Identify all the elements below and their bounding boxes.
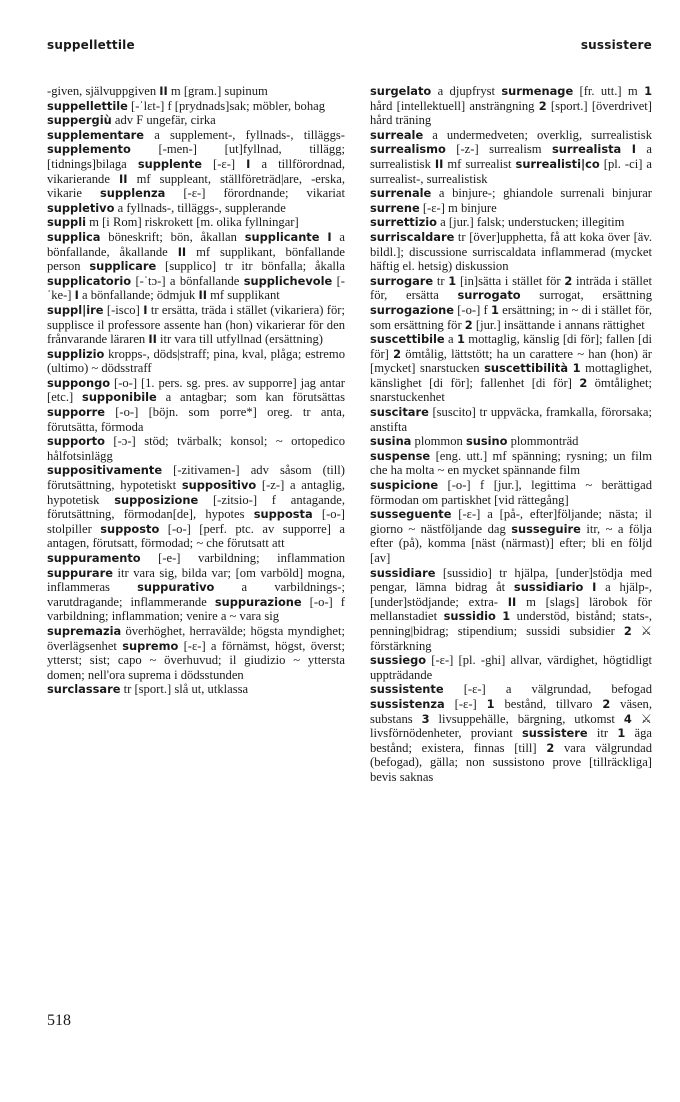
entry-text: äga bestånd; existera, finnas [till] <box>370 726 652 755</box>
entry-headword: supremazia <box>47 623 122 638</box>
entry-headword: susseguire <box>511 521 581 536</box>
entry-headword: suppl|ire <box>47 302 104 317</box>
entry-text: m [gram.] supinum <box>167 84 268 98</box>
entry-text: tr ersätta, träda i stället (vikariera) för; supplisce il professore assente han (hon) vikarierar för den frånvarande läraren <box>47 302 345 347</box>
entry-headword: surmenage <box>501 84 574 98</box>
entry-headword: I <box>631 142 636 157</box>
entry-text: itr <box>587 726 618 741</box>
entry-text: ömtålig, lättstött; ha un carattere ~ han (hon) är [mycket] snarstucken <box>370 346 652 376</box>
entry-text: ⚔ livsförnödenheter, proviant <box>370 711 652 741</box>
entry-text: a undermedveten; overklig, surrealistisk <box>423 127 652 142</box>
entry-text: a bönfallande, åkallande <box>47 229 345 259</box>
entry-text: a varbildnings-; varutdragande; inflammerande <box>47 580 345 609</box>
entry-text: livsuppehälle, bärgning, utkomst <box>429 711 624 726</box>
entry-headword: I <box>246 156 251 171</box>
entry-headword: 3 <box>421 711 430 726</box>
entry-text: tr [sport.] slå ut, utklassa <box>120 682 249 697</box>
entry-headword: I <box>592 580 597 595</box>
entry-text: a fyllnads-, tilläggs-, supplerande <box>114 200 286 215</box>
entry-text: kropps-, döds|straff; pina, kval, plåga; estremo (ultimo) ~ dödsstraff <box>47 346 345 376</box>
entry-text: [-o-] f <box>453 302 491 317</box>
entry-headword: II <box>119 171 128 186</box>
entry-text: plommon <box>411 434 466 449</box>
dictionary-entry <box>47 463 345 551</box>
entry-headword: 2 <box>602 696 611 711</box>
entry-headword: supplenza <box>100 186 166 201</box>
entry-text: [-zitivamen-] adv såsom (till) förutsättning, hypotetiskt <box>47 463 345 493</box>
dictionary-entry <box>47 624 345 682</box>
entry-text: a hjälp-, [under]stödjande; extra- <box>370 580 652 609</box>
entry-headword: 2 <box>579 375 588 390</box>
entry-text: a tillförordnad, vikarierande <box>47 156 345 186</box>
entry-headword: supplementare <box>47 127 145 142</box>
entry-headword: susino <box>465 434 508 449</box>
entry-headword: 1 <box>448 273 457 288</box>
entry-headword: surriscaldare <box>370 229 455 244</box>
entry-text: [-ˈke-] <box>47 273 345 303</box>
entry-text: -given, självuppgiven <box>47 84 160 98</box>
entry-headword: surgelato <box>370 84 432 98</box>
dictionary-entry <box>47 215 345 230</box>
entry-headword: 1 <box>502 609 511 624</box>
entry-headword: suppurare <box>47 565 113 580</box>
entry-text: [sport.] [överdrivet] hård träning <box>370 98 652 128</box>
entry-headword: surrogare <box>370 273 434 288</box>
entry-headword: 2 <box>564 273 573 288</box>
entry-headword: suspicione <box>370 478 439 493</box>
entry-headword: 4 <box>623 711 632 726</box>
entry-headword: supponibile <box>82 390 157 405</box>
entry-text: [sussidio] tr hjälpa, [under]stödja med pengar, lämna bidrag åt <box>370 565 652 595</box>
entry-headword: supplicante <box>244 229 320 244</box>
entry-text: överhöghet, herravälde; högsta myndighet; överlägsenhet <box>47 623 345 653</box>
entry-headword: suppositivamente <box>47 463 163 478</box>
entry-text: [-ˈtɔ-] a bönfallande <box>131 273 244 288</box>
entry-headword: suscettibilità <box>484 361 569 376</box>
dictionary-entry <box>370 186 652 215</box>
entry-headword: supplicare <box>89 259 157 274</box>
entry-text: mf suppleant, ställföreträd|are, -erska, vikarie <box>47 171 345 201</box>
entry-text: [-ɔ-] stöd; tvärbalk; konsol; ~ ortopedico hålfotsinlägg <box>47 434 345 463</box>
entry-headword: surrealisti|co <box>515 156 600 171</box>
dictionary-entry <box>370 84 652 128</box>
dictionary-entry <box>370 478 652 507</box>
entry-text: tr <box>433 273 449 288</box>
entry-headword: 2 <box>546 740 555 755</box>
entry-headword: II <box>507 594 517 609</box>
entry-text: böneskrift; bön, åkallan <box>100 229 245 244</box>
entry-headword: surrealista <box>551 142 622 157</box>
entry-text: mf supplikant, bönfallande person <box>47 244 345 274</box>
entry-text: [-o-] [böjn. som porre*] oreg. tr anta, förutsätta, förmoda <box>47 405 345 434</box>
entry-headword: 1 <box>617 726 626 741</box>
dictionary-entry <box>47 99 345 114</box>
entry-headword: supposizione <box>114 492 199 507</box>
dictionary-entry <box>370 230 652 274</box>
entry-headword: suscettibile <box>370 332 445 347</box>
entry-text: [supplico] tr itr bönfalla; åkalla <box>156 259 345 274</box>
entry-text: a antagbar; som kan förutsättas <box>156 390 345 405</box>
entry-headword: supplichevole <box>243 273 333 288</box>
entry-text: [-ɛ-] a [på-, efter]följande; nästa; il giorno ~ nästföljande dag <box>370 507 652 536</box>
entry-text: m [slags] lärobok för mellanstadiet <box>370 594 652 624</box>
entry-headword: 2 <box>623 623 632 638</box>
entry-headword: 2 <box>464 317 473 332</box>
entry-headword: suppositivo <box>181 478 257 493</box>
dictionary-entry <box>47 376 345 434</box>
entry-text: vara välgrundad (befogad), gälla; non sussistono prove [tillräckliga] bevis saknas <box>370 740 653 784</box>
right-column <box>370 84 652 785</box>
running-head-right: sussistere <box>580 38 652 52</box>
entry-headword: 2 <box>393 346 402 361</box>
entry-headword: suppellettile <box>47 98 128 113</box>
entry-headword: supplicatorio <box>47 273 132 288</box>
entry-headword: sussistente <box>370 682 444 697</box>
entry-text: a djupfryst <box>431 84 502 98</box>
entry-text: [-isco] <box>103 302 144 317</box>
entry-headword: II <box>177 244 187 259</box>
entry-text: hård [intellektuell] ansträngning <box>370 98 539 113</box>
dictionary-entry <box>370 405 652 434</box>
entry-text <box>621 142 631 156</box>
entry-headword: supplizio <box>47 346 105 361</box>
entry-text: surrogat, ersättning <box>520 288 652 303</box>
entry-headword: supporre <box>47 405 105 420</box>
entry-text: mottaglig, känslig [di för]; fallen [di för] <box>370 332 652 361</box>
entry-headword: suspense <box>370 448 431 463</box>
entry-headword: I <box>143 302 148 317</box>
dictionary-entry <box>47 682 345 697</box>
entry-headword: suppongo <box>47 375 111 390</box>
dictionary-entry <box>370 332 652 405</box>
entry-text: [-ɛ-] [pl. -ghi] allvar, värdighet, högtidligt uppträdande <box>370 653 652 682</box>
entry-text: [pl. -ci] a surrealist-, surrealistisk <box>370 156 652 186</box>
entry-headword: supposta <box>253 507 313 522</box>
entry-text: [suscito] tr uppväcka, framkalla, förorsaka; anstifta <box>370 405 652 434</box>
entry-text: [fr. utt.] m <box>573 84 645 98</box>
entry-text: [-ɛ-] a välgrundad, befogad <box>443 682 652 697</box>
entry-headword: surclassare <box>47 682 121 697</box>
entry-headword: suppergiù <box>47 113 112 128</box>
entry-headword: 1 <box>644 84 653 98</box>
entry-text: [in]sätta i stället för <box>456 273 565 288</box>
entry-text: mottaglighet, känslighet [di för]; fallenhet [di för] <box>370 361 652 390</box>
entry-headword: surrogazione <box>370 302 454 317</box>
dictionary-entry <box>47 128 345 216</box>
entry-text: a <box>444 332 457 347</box>
entry-text: mf supplikant <box>206 288 280 303</box>
left-column <box>47 84 345 697</box>
entry-headword: II <box>148 332 157 347</box>
entry-text: [-z-] a antaglig, hypotetisk <box>47 478 345 507</box>
dictionary-entry <box>47 303 345 347</box>
entry-text: a bönfallande; ödmjuk <box>78 288 199 303</box>
entry-text: väsen, substans <box>370 696 652 726</box>
entry-text: a supplement-, fyllnads-, tilläggs- <box>144 127 345 142</box>
entry-text: [-ɛ-] a förnämst, högst, överst; ytterst; sist; capo ~ överhuvud; il giudizio ~ yttersta domen; nell'ora suprema i dödsstunden <box>47 638 345 682</box>
entry-headword: suppuramento <box>47 551 141 565</box>
dictionary-entry <box>47 434 345 463</box>
running-head-left: suppellettile <box>47 38 135 52</box>
entry-text: plommonträd <box>507 434 579 449</box>
entry-text: bestånd, tillvaro <box>494 696 603 711</box>
entry-headword: II <box>434 156 444 171</box>
entry-text: [jur.] insättande i annans rättighet <box>472 317 645 332</box>
dictionary-entry <box>370 274 652 332</box>
entry-text: [-men-] [ut]fyllnad, tillägg; [tidnings]bilaga <box>47 142 345 171</box>
entry-headword: supplica <box>47 229 101 244</box>
entry-text: understöd, bistånd; stats-, penning|bidrag; stipendium; sussidi subsidier <box>370 609 652 638</box>
entry-headword: sussistere <box>521 726 588 741</box>
entry-headword: II <box>159 84 168 98</box>
entry-text: a binjure-; ghiandole surrenali binjurar <box>431 186 652 201</box>
entry-headword: suppurativo <box>137 580 215 595</box>
entry-headword: 1 <box>486 696 495 711</box>
entry-headword: supporto <box>47 434 105 449</box>
entry-headword: surrealismo <box>370 142 446 157</box>
entry-text: itr, ~ a följa efter (på), komma [näst (närmast)] efter; bli en följd [av] <box>370 521 652 565</box>
entry-text: ersättning; in ~ di i stället för, som ersättning för <box>370 302 652 332</box>
entry-text: itr vara sig, bilda var; [om varböld] mogna, inflammeras <box>47 565 345 595</box>
entry-headword: surrenale <box>370 186 432 201</box>
dictionary-entry <box>370 449 652 478</box>
dictionary-entry <box>47 113 345 128</box>
entry-headword: sussiego <box>370 653 427 668</box>
entry-headword: sussidiario <box>513 580 584 595</box>
dictionary-entry <box>370 507 652 565</box>
page-number: 518 <box>47 1012 71 1029</box>
dictionary-entry <box>47 84 345 99</box>
entry-text: [-o-] f varbildning; inflammation; venire a ~ vara sig <box>47 594 345 624</box>
entry-text: [-e-] varbildning; inflammation <box>140 551 345 565</box>
entry-headword: sussidio <box>443 609 496 624</box>
entry-text: [-zitsio-] f antagande, förutsättning, förmodan[de], hypotes <box>47 492 345 522</box>
entry-text: [eng. utt.] mf spänning; rysning; un film che ha molta ~ en mycket spännande film <box>370 448 652 478</box>
dictionary-entry <box>370 566 652 654</box>
entry-text: ⚔ förstärkning <box>370 623 652 653</box>
entry-text: adv F ungefär, cirka <box>111 113 216 128</box>
entry-text: itr vara till utfyllnad (ersättning) <box>156 332 323 347</box>
entry-text: [-ɛ-] <box>444 696 487 711</box>
entry-text: [-ˈlɛt-] f [prydnads]sak; möbler, bohag <box>127 98 326 113</box>
entry-headword: surrene <box>370 200 420 215</box>
entry-headword: I <box>74 288 79 303</box>
entry-text: [-o-] f [jur.], legittima ~ berättigad förmodan om partiskhet [vid rättegång] <box>370 478 652 507</box>
entry-text: a [jur.] falsk; understucken; illegitim <box>437 215 625 230</box>
entry-headword: II <box>198 288 207 303</box>
entry-text: [-ɛ-] förordnande; vikariat <box>165 186 345 201</box>
entry-headword: surreale <box>370 127 424 142</box>
entry-headword: supplemento <box>47 142 131 157</box>
entry-text: mf surrealist <box>443 156 516 171</box>
entry-headword: supremo <box>122 638 179 653</box>
entry-headword: supplente <box>137 156 202 171</box>
entry-headword: 1 <box>490 302 499 317</box>
entry-headword: suscitare <box>370 405 429 420</box>
entry-headword: sussistenza <box>370 696 445 711</box>
entry-text: inträda i stället för, ersätta <box>370 273 652 303</box>
dictionary-entry <box>47 551 345 624</box>
entry-headword: suppli <box>47 215 87 230</box>
dictionary-entry <box>370 128 652 186</box>
entry-headword: surrettizio <box>370 215 438 230</box>
entry-text <box>583 580 592 594</box>
entry-text: a surrealistisk <box>370 142 652 171</box>
entry-headword: surrogato <box>457 288 521 303</box>
dictionary-entry <box>370 653 652 682</box>
entry-headword: suppletivo <box>47 200 115 215</box>
entry-headword: I <box>327 229 332 244</box>
dictionary-entry <box>370 434 652 449</box>
entry-text: tr [över]upphetta, få att koka över [äv. bildl.]; discussione surriscaldata inflammerad (mycket häftig el. hetsig) diskussion <box>370 229 652 274</box>
entry-headword: susseguente <box>370 507 452 522</box>
entry-headword: 1 <box>572 361 581 376</box>
entry-text: m [i Rom] riskrokett [m. olika fyllningar] <box>86 215 299 230</box>
entry-text: ömtålighet; snarstuckenhet <box>370 375 652 405</box>
entry-text: [-o-] [1. pers. sg. pres. av supporre] jag antar [etc.] <box>47 375 345 405</box>
entry-headword: suppurazione <box>214 594 302 609</box>
entry-headword: sussidiare <box>370 565 436 580</box>
entry-text: [-ɛ-] m binjure <box>419 200 497 215</box>
entry-text: [-ɛ-] <box>201 156 247 171</box>
entry-text: [-o-] stolpiller <box>47 507 345 536</box>
entry-headword: 2 <box>538 98 547 113</box>
dictionary-entry <box>370 215 652 230</box>
entry-headword: susina <box>370 434 412 449</box>
dictionary-entry <box>47 230 345 303</box>
entry-headword: 1 <box>456 332 465 347</box>
entry-text: [-o-] [perf. ptc. av supporre] a antagen, förutsatt, förmodad; ~ che förutsatt att <box>47 521 345 551</box>
dictionary-entry <box>47 347 345 376</box>
entry-text: [-z-] surrealism <box>445 142 552 157</box>
dictionary-entry <box>370 682 652 784</box>
entry-headword: supposto <box>100 521 160 536</box>
